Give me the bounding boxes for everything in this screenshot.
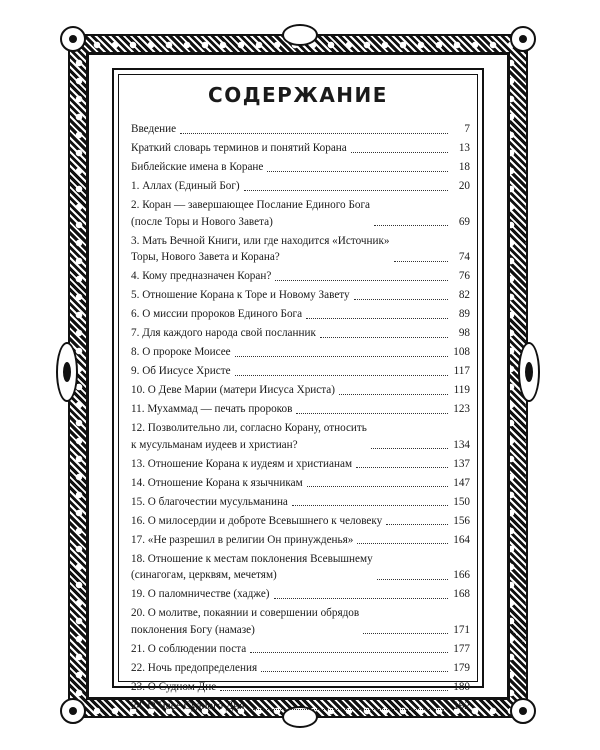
right-ornament-icon xyxy=(518,342,540,402)
toc-entry xyxy=(131,306,470,323)
toc-entry xyxy=(131,344,470,361)
toc-entry-page: 123 xyxy=(453,403,470,415)
page-title: СОДЕРЖАНИЕ xyxy=(208,83,388,107)
toc-entry-page: 7 xyxy=(464,123,470,135)
toc-entry-page: 74 xyxy=(458,251,470,263)
dot-leader xyxy=(307,486,448,487)
toc-entry-title: Введение xyxy=(131,123,177,135)
toc-entry-page: 150 xyxy=(453,495,470,508)
dot-leader xyxy=(394,261,448,262)
toc-entry-title: 19. О паломничестве (хадже) xyxy=(131,588,270,600)
toc-entry xyxy=(131,325,470,342)
toc-entry-page: 166 xyxy=(453,569,470,581)
toc-entry-page: 76 xyxy=(458,270,470,282)
toc-entry-page: 18 xyxy=(458,161,470,173)
toc-entry-page: 108 xyxy=(453,346,470,358)
toc-entry xyxy=(131,605,470,638)
dot-leader xyxy=(357,543,448,544)
toc-entry-page: 13 xyxy=(458,142,470,154)
toc-entry-page: 156 xyxy=(453,514,470,527)
toc-entry xyxy=(131,641,470,658)
toc-entry xyxy=(131,287,470,304)
dot-leader xyxy=(250,652,448,653)
toc-entry-title: 11. Мухаммад — печать пророков xyxy=(131,403,293,415)
toc-entry-page: 69 xyxy=(458,215,470,228)
toc-entry xyxy=(131,475,470,492)
toc-entry xyxy=(131,456,470,473)
toc-entry-title: 5. Отношение Корана к Торе и Новому Завету xyxy=(131,289,350,301)
toc-entry-title: 15. О благочестии мусульманина xyxy=(131,495,288,508)
dot-leader xyxy=(180,133,448,134)
toc-entry-title: 24. О Часе Судного Дня xyxy=(131,699,245,712)
toc-entry-title: 9. Об Иисусе Христе xyxy=(131,365,231,377)
toc-entry-page: 20 xyxy=(458,180,470,192)
toc-entry-page: 82 xyxy=(458,289,470,301)
toc-entry-title: Краткий словарь терминов и понятий Корана xyxy=(131,142,347,154)
dot-leader xyxy=(220,690,448,691)
toc-entry-title: 17. «Не разрешил в религии Он принужденья» xyxy=(131,533,354,546)
toc-entry xyxy=(131,679,470,696)
toc-entry xyxy=(131,401,470,418)
dot-leader xyxy=(235,356,448,357)
toc-entry-title: 22. Ночь предопределения xyxy=(131,661,258,674)
toc-entry xyxy=(131,363,470,380)
toc-entry-title: 2. Коран — завершающее Послание Единого Бога (после Торы и Нового Завета) xyxy=(131,199,371,228)
toc-entry-page: 177 xyxy=(453,642,470,655)
toc-entry xyxy=(131,382,470,399)
toc-entry-page: 164 xyxy=(453,533,470,546)
dot-leader xyxy=(339,394,448,395)
top-ornament-icon xyxy=(282,24,318,46)
toc-entry-title: 8. О пророке Моисее xyxy=(131,346,231,358)
toc-entry xyxy=(131,268,470,285)
toc-entry-page: 179 xyxy=(453,661,470,674)
toc-entry-page: 147 xyxy=(453,476,470,489)
toc-entry-title: 6. О миссии пророков Единого Бога xyxy=(131,308,303,320)
dot-leader xyxy=(351,152,448,153)
toc-entry xyxy=(131,197,470,230)
dot-leader xyxy=(356,467,448,468)
toc-entry-title: 16. О милосердии и доброте Всевышнего к человеку xyxy=(131,514,383,527)
corner-ornament-icon xyxy=(60,26,86,52)
corner-ornament-icon xyxy=(510,698,536,724)
toc-entry-page: 89 xyxy=(458,308,470,320)
corner-ornament-icon xyxy=(510,26,536,52)
table-of-contents xyxy=(131,121,470,717)
toc-entry-page: 180 xyxy=(453,680,470,693)
toc-entry-page: 168 xyxy=(453,588,470,600)
dot-leader xyxy=(235,375,448,376)
dot-leader xyxy=(371,448,448,449)
toc-entry-title: 7. Для каждого народа свой посланник xyxy=(131,327,316,339)
toc-entry-title: 1. Аллах (Единый Бог) xyxy=(131,180,240,192)
dot-leader xyxy=(249,709,448,710)
toc-entry xyxy=(131,698,470,715)
toc-entry-page: 192 xyxy=(453,699,470,712)
dot-leader xyxy=(374,225,448,226)
left-ornament-icon xyxy=(56,342,78,402)
dot-leader xyxy=(363,633,448,634)
toc-entry-title: 23. О Судном Дне xyxy=(131,680,217,693)
toc-entry xyxy=(131,513,470,530)
toc-entry-page: 117 xyxy=(453,365,470,377)
toc-entry xyxy=(131,420,470,453)
dot-leader xyxy=(267,171,448,172)
toc-entry-title: 14. Отношение Корана к язычникам xyxy=(131,476,303,489)
dot-leader xyxy=(377,579,448,580)
toc-entry xyxy=(131,121,470,138)
toc-entry xyxy=(131,551,470,584)
toc-entry-page: 98 xyxy=(458,327,470,339)
toc-entry xyxy=(131,159,470,176)
toc-entry xyxy=(131,532,470,549)
toc-entry-page: 137 xyxy=(453,457,470,470)
toc-entry-page: 134 xyxy=(453,438,470,451)
toc-entry-page: 119 xyxy=(453,384,470,396)
dot-leader xyxy=(292,505,448,506)
toc-entry-title: 18. Отношение к местам поклонения Всевышнему (синагогам, церквям, мечетям) xyxy=(131,552,373,581)
toc-entry xyxy=(131,233,470,266)
dot-leader xyxy=(275,280,448,281)
dot-leader xyxy=(386,524,448,525)
toc-entry-title: 4. Кому предназначен Коран? xyxy=(131,270,272,282)
dot-leader xyxy=(354,299,448,300)
toc-entry-title: 20. О молитве, покаянии и совершении обрядов поклонения Богу (намазе) xyxy=(131,607,360,636)
toc-entry xyxy=(131,660,470,677)
toc-entry xyxy=(131,586,470,603)
toc-entry-title: 10. О Деве Марии (матери Иисуса Христа) xyxy=(131,384,335,396)
toc-entry-page: 171 xyxy=(453,623,470,636)
toc-entry xyxy=(131,178,470,195)
toc-entry-title: 3. Мать Вечной Книги, или где находится «Источник» Торы, Нового Завета и Корана? xyxy=(131,234,390,263)
corner-ornament-icon xyxy=(60,698,86,724)
toc-entry-title: Библейские имена в Коране xyxy=(131,161,264,173)
dot-leader xyxy=(244,190,448,191)
toc-entry xyxy=(131,494,470,511)
dot-leader xyxy=(306,318,448,319)
toc-entry xyxy=(131,140,470,157)
toc-entry-title: 12. Позволительно ли, согласно Корану, относить к мусульманам иудеев и христиан? xyxy=(131,422,367,451)
dot-leader xyxy=(274,598,448,599)
toc-entry-title: 21. О соблюдении поста xyxy=(131,642,247,655)
dot-leader xyxy=(296,413,448,414)
dot-leader xyxy=(320,337,448,338)
toc-entry-title: 13. Отношение Корана к иудеям и христианам xyxy=(131,457,353,470)
dot-leader xyxy=(261,671,448,672)
